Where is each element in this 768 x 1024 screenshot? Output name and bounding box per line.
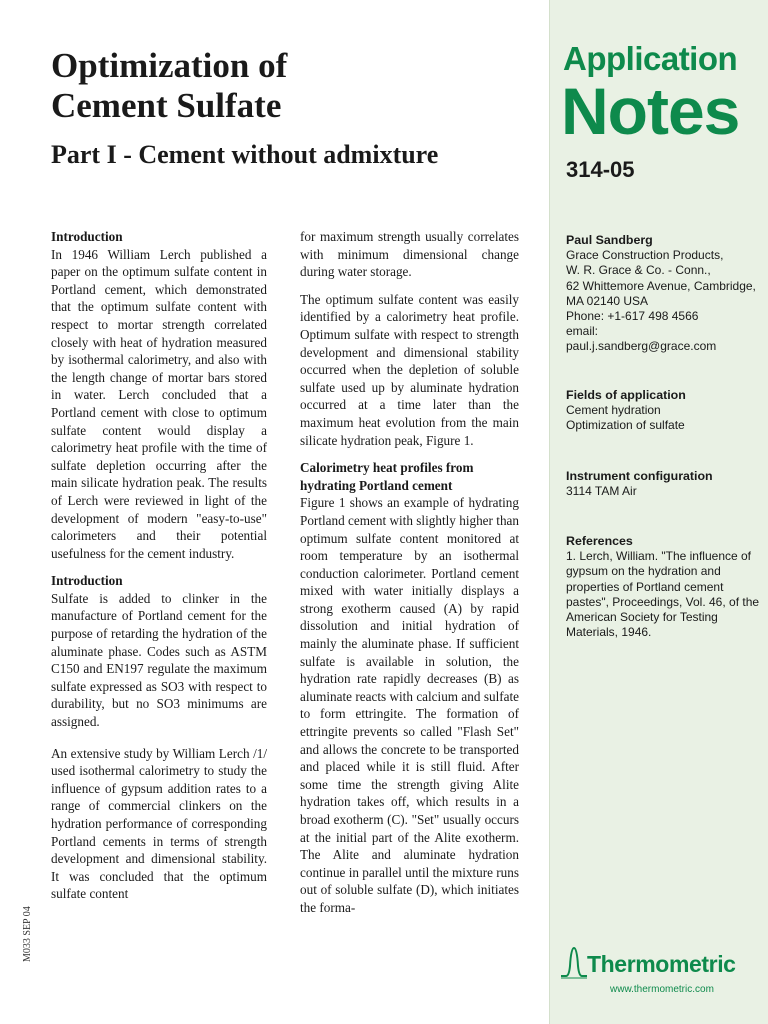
paragraph: Sulfate is added to clinker in the manufacture of Portland cement for the purpose of retarding the hydration of the aluminate phase. Codes such as ASTM C150 and EN197 regulate the maximum sulfate expressed as SO3 with respect to durability, but no SO3 minimums are assigned. — [51, 590, 267, 730]
paragraph: The optimum sulfate content was easily identified by a calorimetry heat profile. Optimum sulfate with respect to strength development and dimensional stability occurred when the depletion of soluble sulfate used up by aluminate hydration occurred at a time later than the maximum heat evolution from the main silicate hydration peak, Figure 1. — [300, 291, 519, 448]
paragraph: Figure 1 shows an example of hydrating Portland cement with slightly higher than optimum sulfate content monitored at room temperature by an isothermal conduction calorimeter. Portland cement mixed with water initially displays a strong exotherm caused (A) by rapid dissolution and initial hydration of mainly the aluminate phase. If sufficient sulfate is available in solution, the hydration rate rapidly decreases (B) as aluminate reacts with calcium and sulfate to form ettringite. The formation of ettringite prevents so called "Flash Set" and allows the concrete to be transported and placed while it is still fluid. After some time the strength giving Alite hydration takes off, which results in a broad exotherm (C). "Set" usually occurs at the initial part of the Alite exotherm. The Alite and aluminate hydration continue in parallel until the mixture runs out of soluble sulfate (D), which initiates the forma- — [300, 495, 520, 915]
sidebar — [549, 0, 768, 1024]
section-heading-calorimetry: Calorimetry heat profiles from hydrating Portland cement — [300, 460, 474, 493]
author-block — [566, 233, 762, 355]
author-line: email: — [566, 324, 599, 339]
text-column-left — [51, 228, 267, 913]
paragraph: for maximum strength usually correlates with minimum dimensional change during water storage. — [300, 229, 519, 280]
logo-curve-icon — [560, 944, 588, 980]
website-link[interactable]: www.thermometric.com — [610, 984, 714, 995]
author-name: Paul Sandberg — [566, 233, 653, 247]
references-heading: References — [566, 534, 633, 548]
instrument-line: 3114 TAM Air — [566, 484, 637, 499]
application-label: Application — [563, 40, 738, 77]
section-heading-introduction-2: Introduction — [51, 573, 123, 589]
paragraph: In 1946 William Lerch published a paper on the optimum sulfate content in Portland cement, which demonstrated that the optimum sulfate content with respect to mortar strength correlated closely with heat of hydration measured by isothermal calorimetry, and also with the length change of mortar bars stored in water. Lerch concluded that a Portland cement with close to optimum sulfate content would display a calorimetry heat profile with the time of sulfate depletion occurring after the main silicate hydration peak. The results of Lerch were reviewed in light of the development of modern "easy-to-use" calorimeters and their potential usefulness for the cement industry. — [51, 246, 267, 561]
section-heading-introduction: Introduction — [51, 229, 123, 244]
note-number: 314-05 — [566, 157, 635, 182]
thermometric-logo — [560, 944, 756, 980]
author-line: 62 Whittemore Avenue, Cambridge, MA 02140 USA — [566, 278, 756, 308]
notes-label: Notes — [561, 74, 740, 148]
instrument-block — [566, 469, 762, 499]
author-line: Phone: +1-617 498 4566 — [566, 309, 699, 324]
document-code: M033 SEP 04 — [22, 906, 33, 962]
logo-text: Thermometric — [587, 951, 736, 977]
instrument-heading: Instrument configuration — [566, 469, 713, 483]
fields-line: Cement hydration — [566, 403, 661, 418]
fields-line: Optimization of sulfate — [566, 418, 685, 433]
paragraph: An extensive study by William Lerch /1/ used isothermal calorimetry to study the influence of gypsum addition rates to a range of commercial clinkers on the hydration performance of corresponding Portland cements in terms of strength development and dimensional stability. It was concluded that the optimum sulfate content — [51, 745, 267, 902]
fields-block — [566, 388, 762, 434]
title-line-1: Optimization of — [51, 46, 288, 85]
page-subtitle: Part I - Cement without admixture — [51, 140, 439, 169]
author-line: Grace Construction Products, — [566, 248, 724, 263]
fields-heading: Fields of application — [566, 388, 686, 402]
author-line: W. R. Grace & Co. - Conn., — [566, 263, 711, 278]
author-email: paul.j.sandberg@grace.com — [566, 339, 717, 354]
references-block — [566, 534, 762, 640]
title-line-2: Cement Sulfate — [51, 86, 282, 125]
sidebar-divider — [549, 0, 550, 1024]
page-title — [51, 46, 521, 126]
text-column-middle — [300, 228, 519, 927]
reference-item: 1. Lerch, William. "The influence of gypsum on the hydration and properties of Portland cement pastes", Proceedings, Vol. 46, of the American Society for Testing Materials, 1946. — [566, 549, 760, 640]
